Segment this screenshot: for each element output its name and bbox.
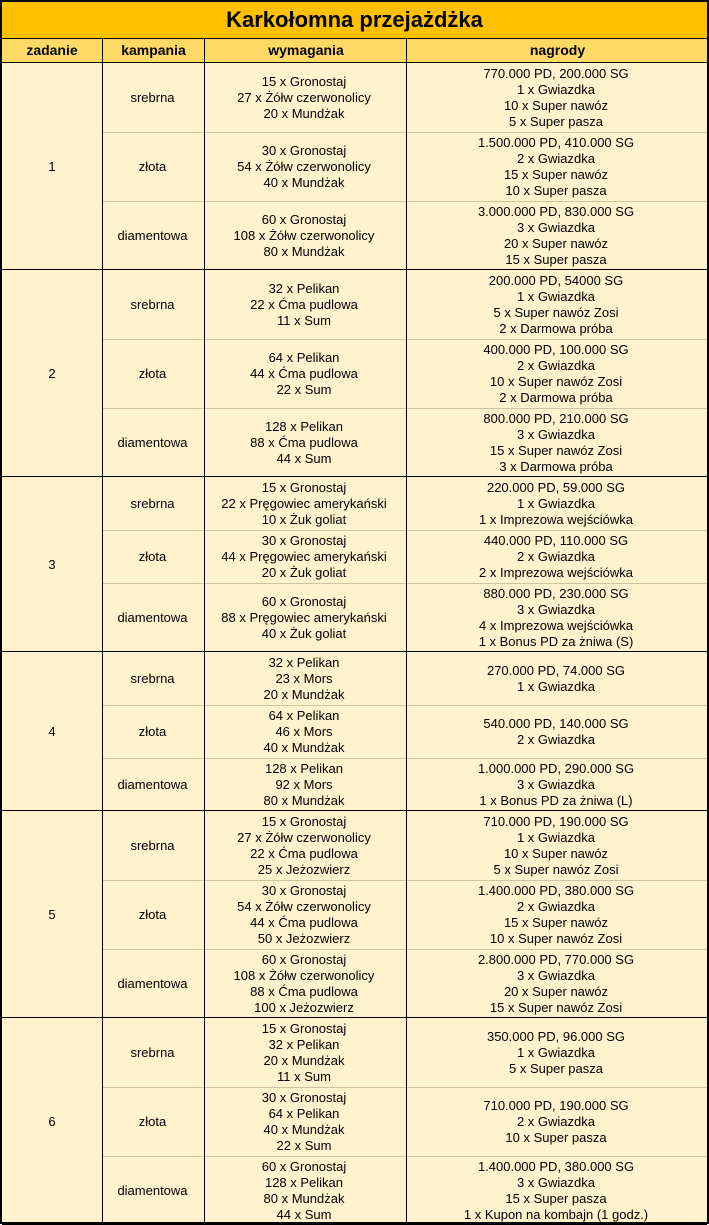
reward-line: 4 x Imprezowa wejściówka bbox=[479, 618, 633, 633]
requirement-line: 88 x Pręgowiec amerykański bbox=[221, 610, 387, 625]
table-row bbox=[102, 880, 707, 949]
column-divider bbox=[204, 39, 205, 1222]
requirement-line: 32 x Pelikan bbox=[268, 280, 340, 296]
requirement-line: 80 x Mundżak bbox=[263, 1191, 345, 1206]
reward-line: 20 x Super nawóz bbox=[503, 236, 609, 251]
table-body bbox=[2, 63, 707, 1222]
table-row bbox=[102, 530, 707, 583]
rewards-cell bbox=[405, 706, 707, 758]
reward-line: 3 x Gwiazdka bbox=[516, 427, 596, 442]
reward-line: 15 x Super nawóz bbox=[503, 915, 609, 930]
requirement-line: 44 x Sum bbox=[276, 451, 332, 466]
requirements-cell bbox=[203, 584, 405, 652]
campaign-cell: złota bbox=[138, 159, 167, 174]
requirement-line: 60 x Gronostaj bbox=[261, 212, 347, 227]
requirement-line: 40 x Mundżak bbox=[263, 175, 345, 190]
column-divider bbox=[102, 39, 103, 1222]
requirement-line: 44 x Ćma pudlowa bbox=[250, 915, 358, 930]
reward-line: 2 x Gwiazdka bbox=[516, 151, 596, 166]
reward-line: 710.000 PD, 190.000 SG bbox=[483, 1098, 629, 1113]
requirement-line: 88 x Ćma pudlowa bbox=[250, 435, 358, 450]
reward-line: 1 x Gwiazdka bbox=[516, 678, 596, 694]
header-rewards: nagrody bbox=[529, 42, 586, 58]
reward-line: 1.500.000 PD, 410.000 SG bbox=[477, 135, 635, 150]
reward-line: 15 x Super nawóz bbox=[503, 167, 609, 182]
requirements-cell bbox=[203, 270, 405, 339]
rewards-cell bbox=[405, 409, 707, 477]
table-row bbox=[102, 339, 707, 408]
reward-line: 1 x Imprezowa wejściówka bbox=[479, 511, 633, 527]
header-row bbox=[2, 39, 707, 63]
table-row bbox=[102, 1156, 707, 1225]
rewards-cell bbox=[405, 811, 707, 880]
reward-line: 2 x Imprezowa wejściówka bbox=[479, 565, 633, 580]
rewards-cell bbox=[405, 1088, 707, 1156]
campaign-cell: diamentowa bbox=[117, 777, 188, 792]
rewards-cell bbox=[405, 881, 707, 949]
rewards-cell bbox=[405, 584, 707, 652]
requirements-cell bbox=[203, 531, 405, 583]
rewards-cell bbox=[405, 759, 707, 811]
reward-line: 1 x Gwiazdka bbox=[516, 288, 596, 304]
rewards-cell bbox=[405, 270, 707, 339]
reward-line: 15 x Super pasza bbox=[505, 252, 607, 267]
campaign-cell: diamentowa bbox=[117, 228, 188, 243]
campaign-cell: srebrna bbox=[130, 495, 175, 511]
table-row bbox=[102, 132, 707, 201]
task-number: 3 bbox=[48, 556, 56, 572]
task-block bbox=[2, 811, 707, 1018]
column-divider bbox=[406, 39, 407, 1222]
table-row bbox=[102, 949, 707, 1018]
requirement-line: 22 x Ćma pudlowa bbox=[250, 845, 358, 861]
requirement-line: 25 x Jeżozwierz bbox=[257, 861, 351, 877]
campaign-cell: srebrna bbox=[130, 1044, 175, 1060]
reward-line: 710.000 PD, 190.000 SG bbox=[483, 813, 629, 829]
task-number: 5 bbox=[48, 906, 56, 922]
campaign-cell: złota bbox=[138, 907, 167, 922]
rewards-cell bbox=[405, 63, 707, 132]
requirement-line: 40 x Mundżak bbox=[263, 740, 345, 755]
reward-line: 2 x Gwiazdka bbox=[516, 1114, 596, 1129]
rewards-cell bbox=[405, 1157, 707, 1225]
requirements-cell bbox=[203, 63, 405, 132]
reward-line: 5 x Super pasza bbox=[509, 113, 603, 129]
reward-line: 1.400.000 PD, 380.000 SG bbox=[477, 883, 635, 898]
reward-line: 10 x Super pasza bbox=[505, 1130, 607, 1145]
reward-line: 1 x Gwiazdka bbox=[516, 829, 596, 845]
task-number: 2 bbox=[48, 365, 56, 381]
requirement-line: 64 x Pelikan bbox=[268, 350, 340, 365]
requirement-line: 23 x Mors bbox=[275, 670, 333, 686]
table-title: Karkołomna przejażdżka bbox=[2, 2, 707, 39]
reward-line: 5 x Super pasza bbox=[509, 1060, 603, 1076]
task-block bbox=[2, 1018, 707, 1225]
requirements-cell bbox=[203, 1088, 405, 1156]
table-row bbox=[102, 1018, 707, 1087]
header-campaign: kampania bbox=[121, 42, 186, 58]
task-number: 6 bbox=[48, 1113, 56, 1129]
reward-line: 1 x Kupon na kombajn (1 godz.) bbox=[463, 1207, 649, 1222]
requirements-cell bbox=[203, 477, 405, 530]
requirement-line: 11 x Sum bbox=[277, 1068, 331, 1084]
campaign-cell: złota bbox=[138, 724, 167, 739]
requirements-cell bbox=[203, 706, 405, 758]
reward-line: 3.000.000 PD, 830.000 SG bbox=[477, 204, 635, 219]
requirement-line: 60 x Gronostaj bbox=[261, 1159, 347, 1174]
table-row bbox=[102, 201, 707, 270]
requirement-line: 44 x Ćma pudlowa bbox=[250, 366, 358, 381]
reward-line: 10 x Super nawóz bbox=[503, 97, 609, 113]
requirement-line: 50 x Jeżozwierz bbox=[257, 931, 351, 946]
requirement-line: 40 x Żuk goliat bbox=[261, 626, 347, 641]
requirement-line: 30 x Gronostaj bbox=[261, 883, 347, 898]
requirement-line: 46 x Mors bbox=[275, 724, 333, 739]
requirement-line: 10 x Żuk goliat bbox=[261, 511, 347, 527]
reward-line: 3 x Gwiazdka bbox=[516, 602, 596, 617]
reward-line: 400.000 PD, 100.000 SG bbox=[483, 342, 629, 357]
table-row bbox=[102, 63, 707, 132]
requirements-cell bbox=[203, 340, 405, 408]
requirement-line: 20 x Żuk goliat bbox=[261, 565, 347, 580]
reward-line: 350.000 PD, 96.000 SG bbox=[486, 1028, 626, 1044]
requirement-line: 60 x Gronostaj bbox=[261, 952, 347, 967]
header-requirements: wymagania bbox=[268, 42, 344, 58]
reward-line: 2 x Gwiazdka bbox=[516, 899, 596, 914]
campaign-cell: diamentowa bbox=[117, 610, 188, 625]
campaign-cell: złota bbox=[138, 366, 167, 381]
task-block bbox=[2, 63, 707, 270]
reward-line: 2 x Darmowa próba bbox=[499, 390, 613, 405]
table-row bbox=[102, 477, 707, 530]
reward-line: 1 x Gwiazdka bbox=[516, 495, 596, 511]
reward-line: 200.000 PD, 54000 SG bbox=[488, 272, 624, 288]
requirements-cell bbox=[203, 759, 405, 811]
reward-line: 10 x Super nawóz Zosi bbox=[489, 931, 623, 946]
requirements-cell bbox=[203, 133, 405, 201]
requirement-line: 128 x Pelikan bbox=[264, 761, 344, 776]
requirement-line: 128 x Pelikan bbox=[264, 1175, 344, 1190]
reward-line: 1 x Bonus PD za żniwa (S) bbox=[478, 634, 634, 649]
requirement-line: 22 x Pręgowiec amerykański bbox=[221, 495, 387, 511]
rewards-cell bbox=[405, 652, 707, 705]
reward-line: 10 x Super pasza bbox=[505, 183, 607, 198]
reward-line: 3 x Gwiazdka bbox=[516, 777, 596, 792]
requirement-line: 15 x Gronostaj bbox=[261, 73, 347, 89]
requirement-line: 88 x Ćma pudlowa bbox=[250, 984, 358, 999]
requirement-line: 15 x Gronostaj bbox=[261, 813, 347, 829]
requirement-line: 44 x Pręgowiec amerykański bbox=[221, 549, 387, 564]
reward-line: 2 x Gwiazdka bbox=[516, 358, 596, 373]
table-row bbox=[102, 408, 707, 477]
campaign-cell: srebrna bbox=[130, 670, 175, 686]
reward-line: 440.000 PD, 110.000 SG bbox=[483, 533, 629, 548]
task-number: 4 bbox=[48, 723, 56, 739]
task-number: 1 bbox=[48, 158, 56, 174]
reward-line: 220.000 PD, 59.000 SG bbox=[486, 479, 626, 495]
rewards-cell bbox=[405, 133, 707, 201]
requirement-line: 30 x Gronostaj bbox=[261, 533, 347, 548]
campaign-cell: złota bbox=[138, 1114, 167, 1129]
reward-line: 1.000.000 PD, 290.000 SG bbox=[477, 761, 635, 776]
requirements-cell bbox=[203, 1157, 405, 1225]
requirement-line: 44 x Sum bbox=[276, 1207, 332, 1222]
header-task: zadanie bbox=[26, 42, 78, 58]
rewards-cell bbox=[405, 202, 707, 270]
reward-line: 2 x Gwiazdka bbox=[516, 549, 596, 564]
reward-line: 10 x Super nawóz bbox=[503, 845, 609, 861]
requirements-cell bbox=[203, 881, 405, 949]
requirement-line: 54 x Żółw czerwonolicy bbox=[237, 899, 371, 914]
requirement-line: 27 x Żółw czerwonolicy bbox=[237, 89, 371, 105]
requirements-cell bbox=[203, 409, 405, 477]
reward-line: 3 x Gwiazdka bbox=[516, 220, 596, 235]
requirement-line: 22 x Sum bbox=[276, 1138, 332, 1153]
requirement-line: 80 x Mundżak bbox=[263, 244, 345, 259]
task-block bbox=[2, 652, 707, 811]
reward-line: 15 x Super nawóz Zosi bbox=[489, 1000, 623, 1015]
reward-line: 5 x Super nawóz Zosi bbox=[493, 861, 619, 877]
requirement-line: 108 x Żółw czerwonolicy bbox=[233, 968, 375, 983]
reward-line: 1 x Gwiazdka bbox=[516, 81, 596, 97]
requirement-line: 27 x Żółw czerwonolicy bbox=[237, 829, 371, 845]
requirement-line: 15 x Gronostaj bbox=[261, 479, 347, 495]
requirement-line: 15 x Gronostaj bbox=[261, 1020, 347, 1036]
reward-line: 270.000 PD, 74.000 SG bbox=[486, 662, 626, 678]
requirement-line: 60 x Gronostaj bbox=[261, 594, 347, 609]
rewards-cell bbox=[405, 1018, 707, 1087]
table-row bbox=[102, 705, 707, 758]
reward-line: 3 x Gwiazdka bbox=[516, 1175, 596, 1190]
reward-line: 770.000 PD, 200.000 SG bbox=[483, 65, 629, 81]
requirement-line: 108 x Żółw czerwonolicy bbox=[233, 228, 375, 243]
requirement-line: 20 x Mundżak bbox=[263, 1052, 345, 1068]
requirement-line: 64 x Pelikan bbox=[268, 708, 340, 723]
requirement-line: 22 x Ćma pudlowa bbox=[250, 296, 358, 312]
reward-line: 3 x Gwiazdka bbox=[516, 968, 596, 983]
requirement-line: 30 x Gronostaj bbox=[261, 143, 347, 158]
requirement-line: 92 x Mors bbox=[275, 777, 333, 792]
table-row bbox=[102, 583, 707, 652]
table-row bbox=[102, 811, 707, 880]
table-row bbox=[102, 1087, 707, 1156]
campaign-cell: srebrna bbox=[130, 296, 175, 312]
reward-line: 15 x Super pasza bbox=[505, 1191, 607, 1206]
reward-line: 1.400.000 PD, 380.000 SG bbox=[477, 1159, 635, 1174]
campaign-cell: diamentowa bbox=[117, 1183, 188, 1198]
task-block bbox=[2, 477, 707, 652]
reward-line: 2 x Darmowa próba bbox=[499, 320, 613, 336]
table-row bbox=[102, 758, 707, 811]
reward-line: 3 x Darmowa próba bbox=[499, 459, 613, 474]
requirement-line: 22 x Sum bbox=[276, 382, 332, 397]
table-row bbox=[102, 652, 707, 705]
requirement-line: 100 x Jeżozwierz bbox=[254, 1000, 354, 1015]
requirement-line: 11 x Sum bbox=[277, 312, 331, 328]
rewards-cell bbox=[405, 950, 707, 1018]
requirements-cell bbox=[203, 811, 405, 880]
campaign-cell: diamentowa bbox=[117, 976, 188, 991]
rewards-cell bbox=[405, 477, 707, 530]
reward-line: 800.000 PD, 210.000 SG bbox=[483, 411, 629, 426]
campaign-cell: diamentowa bbox=[117, 435, 188, 450]
reward-line: 2 x Gwiazdka bbox=[516, 732, 596, 747]
requirement-line: 128 x Pelikan bbox=[264, 419, 344, 434]
reward-line: 5 x Super nawóz Zosi bbox=[493, 304, 619, 320]
campaign-cell: srebrna bbox=[130, 837, 175, 853]
requirement-line: 80 x Mundżak bbox=[263, 793, 345, 808]
reward-line: 10 x Super nawóz Zosi bbox=[489, 374, 623, 389]
reward-line: 1 x Bonus PD za żniwa (L) bbox=[479, 793, 633, 808]
table-row bbox=[102, 270, 707, 339]
reward-line: 2.800.000 PD, 770.000 SG bbox=[477, 952, 635, 967]
requirements-cell bbox=[203, 950, 405, 1018]
reward-line: 880.000 PD, 230.000 SG bbox=[483, 586, 629, 601]
requirement-line: 54 x Żółw czerwonolicy bbox=[237, 159, 371, 174]
requirement-line: 30 x Gronostaj bbox=[261, 1090, 347, 1105]
reward-line: 1 x Gwiazdka bbox=[516, 1044, 596, 1060]
requirement-line: 40 x Mundżak bbox=[263, 1122, 345, 1137]
campaign-cell: srebrna bbox=[130, 89, 175, 105]
requirement-line: 32 x Pelikan bbox=[268, 1036, 340, 1052]
requirement-line: 20 x Mundżak bbox=[263, 686, 345, 702]
rewards-cell bbox=[405, 340, 707, 408]
requirement-line: 20 x Mundżak bbox=[263, 105, 345, 121]
requirements-cell bbox=[203, 1018, 405, 1087]
requirement-line: 32 x Pelikan bbox=[268, 654, 340, 670]
requirements-cell bbox=[203, 202, 405, 270]
reward-line: 15 x Super nawóz Zosi bbox=[489, 443, 623, 458]
requirement-line: 64 x Pelikan bbox=[268, 1106, 340, 1121]
rewards-cell bbox=[405, 531, 707, 583]
requirements-cell bbox=[203, 652, 405, 705]
task-block bbox=[2, 270, 707, 477]
reward-line: 540.000 PD, 140.000 SG bbox=[483, 716, 629, 731]
reward-line: 20 x Super nawóz bbox=[503, 984, 609, 999]
campaign-cell: złota bbox=[138, 549, 167, 564]
